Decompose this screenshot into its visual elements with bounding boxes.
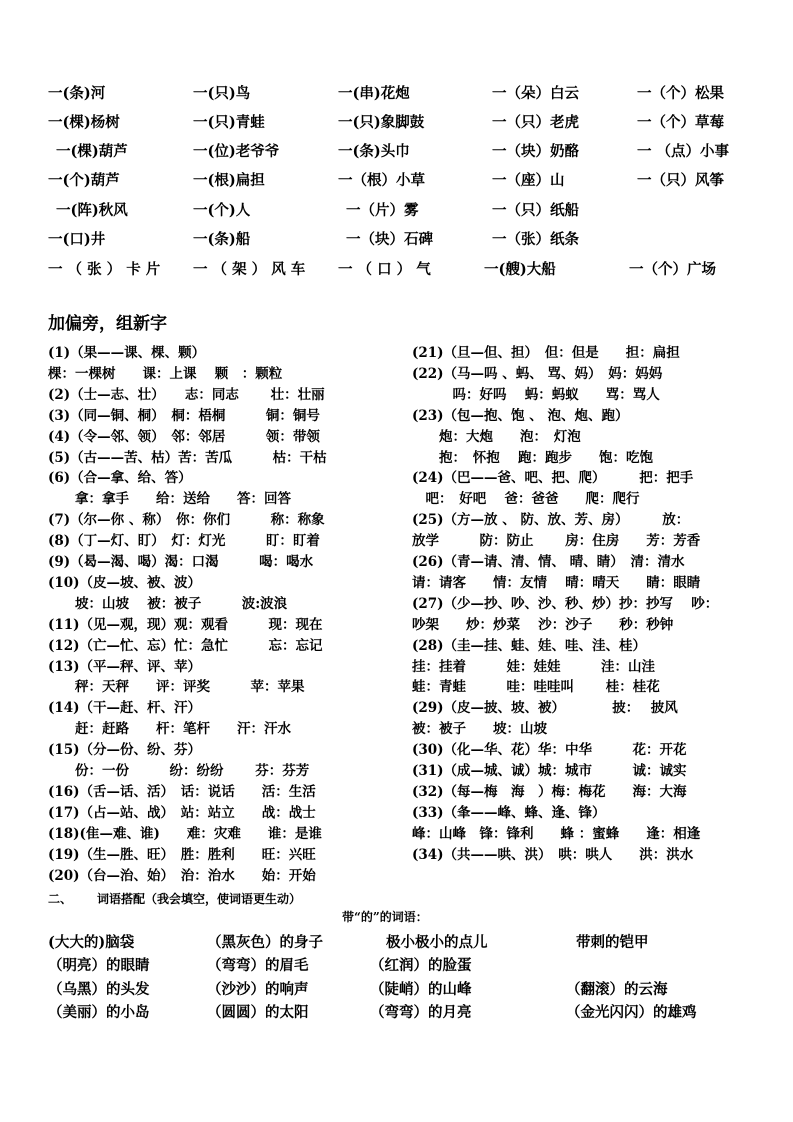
de-word-item: （红润）的脸蛋 <box>370 957 472 974</box>
measure-word-item: 一（个）广场 <box>629 261 716 278</box>
radical-line: (32)（每—梅 海 ）梅：梅花 海：大海 <box>412 783 687 800</box>
measure-word-item: 一（座）山 <box>492 172 565 189</box>
de-word-item: （陡峭）的山峰 <box>370 981 472 998</box>
radical-line: (12)（亡—忙、忘）忙：急忙 忘：忘记 <box>48 637 323 654</box>
radical-line: (14)（干—赶、杆、汗） <box>48 700 202 717</box>
radical-line: (7)（尔—你 、称） 你：你们 称：称象 <box>48 512 325 529</box>
radical-line: (6)（合—拿、给、答） <box>48 470 192 487</box>
radical-line: 吵架 炒：炒菜 沙：沙子 秒：秒钟 <box>412 616 674 633</box>
radical-line: 抱： 怀抱 跑：跑步 饱：吃饱 <box>412 449 653 466</box>
measure-word-item: 一(条)船 <box>193 231 251 248</box>
measure-word-item: 一(个)葫芦 <box>48 172 120 189</box>
section-number: 二、 <box>48 892 73 906</box>
radical-line: (9)（曷—渴、喝）渴：口渴 喝：喝水 <box>48 554 314 570</box>
measure-word-item: 一(口)井 <box>48 231 106 248</box>
measure-word-item: 一(只)象脚鼓 <box>338 114 425 131</box>
measure-word-item: 一（个）草莓 <box>637 114 724 131</box>
radical-line: (23)（包—抱、饱 、 泡、炮、跑） <box>412 407 629 424</box>
de-word-item: （黑灰色）的身子 <box>207 934 323 951</box>
radical-line: (24)（巴——爸、吧、把、爬） 把：把手 <box>412 470 694 487</box>
radical-line: (3)（同—铜、桐） 桐：梧桐 铜：铜号 <box>48 407 320 424</box>
radical-line: (25)（方—放 、 防、放、芳、房） 放： <box>412 512 690 529</box>
section-title: 词语搭配（我会填空，使词语更生动） <box>97 892 302 906</box>
measure-word-item: 一（朵）白云 <box>492 85 579 102</box>
de-word-item: （弯弯）的月亮 <box>370 1004 472 1021</box>
radical-line: (31)（成—城、诚）城：城市 诚：诚实 <box>412 763 687 779</box>
measure-word-item: 一（只）风筝 <box>637 172 724 189</box>
subsection-title: 带“的”的词语： <box>342 910 428 924</box>
radical-line: 吗：好吗 蚂：蚂蚁 骂：骂人 <box>412 386 660 403</box>
radical-line: 被：被子 坡：山坡 <box>412 721 547 738</box>
de-word-item: （圆圆）的太阳 <box>207 1004 309 1021</box>
radical-line: 放学 防：防止 房：住房 芳：芳香 <box>412 533 701 550</box>
radical-line: (30)（化—华、花）华：中华 花：开花 <box>412 742 687 759</box>
radical-line: 吧： 好吧 爸：爸爸 爬：爬行 <box>412 491 640 508</box>
radical-line: (11)（见—观，现）观：观看 现：现在 <box>48 616 323 633</box>
radical-line: 秤：天秤 评：评奖 苹：苹果 <box>48 679 305 696</box>
radical-line: (15)（分—份、纷、芬） <box>48 742 202 759</box>
radical-line: (2)（士—志、壮） 志：同志 壮：壮丽 <box>48 386 325 403</box>
radical-line: 赶：赶路 杆：笔杆 汗：汗水 <box>48 721 291 738</box>
de-word-item: （金光闪闪）的雄鸡 <box>566 1004 697 1021</box>
radical-line: (17)（占—站、战） 站：站立 战：战士 <box>48 804 316 821</box>
measure-word-item: 一(只)鸟 <box>193 85 251 102</box>
measure-word-item: 一(根)扁担 <box>193 172 265 189</box>
radical-line: (4)（令—邻、领） 邻：邻居 领：带领 <box>48 428 320 445</box>
de-word-item: （美丽）的小岛 <box>48 1004 150 1021</box>
radical-line: (34)（共——哄、洪） 哄：哄人 洪：洪水 <box>412 846 694 863</box>
measure-word-item: 一(位)老爷爷 <box>193 143 280 160</box>
de-word-item: 极小极小的点儿 <box>386 934 488 951</box>
radical-line: 峰：山峰 锋：锋利 蜂 ：蜜蜂 逢：相逢 <box>412 825 701 842</box>
measure-word-item: 一(个)人 <box>193 202 251 219</box>
measure-word-item: 一（块）石碑 <box>346 231 433 248</box>
radical-line: (21)（旦—但、担） 但：但是 担：扁担 <box>412 345 680 361</box>
measure-word-item: 一（只）纸船 <box>492 202 579 219</box>
radical-line: (27)（少—抄、吵、沙、秒、炒）抄：抄写 吵： <box>412 595 719 612</box>
radical-line: (19)（生—胜、旺） 胜：胜利 旺：兴旺 <box>48 846 316 863</box>
measure-word-item: 一(棵)葫芦 <box>56 143 128 160</box>
measure-word-item: 一 （点）小事 <box>637 143 730 160</box>
radical-line: (29)（皮—披、坡、被） 披： 披风 <box>412 700 678 717</box>
radical-line: (28)（圭—挂、蛙、娃、哇、洼、桂） <box>412 637 647 654</box>
radical-line: 蛙：青蛙 哇：哇哇叫 桂：桂花 <box>412 679 660 696</box>
radical-line: (33)（夆——峰、蜂、逢、锋） <box>412 804 606 821</box>
de-word-item: （乌黑）的头发 <box>48 981 150 998</box>
measure-word-item: 一（只）老虎 <box>492 114 579 131</box>
measure-word-item: 一(棵)杨树 <box>48 114 120 131</box>
radical-line: (16)（舌—话、活） 话：说话 活：生活 <box>48 783 316 800</box>
measure-word-item: 一（张）纸条 <box>492 231 579 248</box>
radical-line: 份：一份 纷：纷纷 芬：芬芳 <box>48 763 310 779</box>
measure-word-item: 一 （ 张 ） 卡 片 <box>48 261 161 278</box>
measure-word-item: 一(阵)秋风 <box>56 202 128 219</box>
section-title: 加偏旁，组新字 <box>48 314 167 334</box>
radical-line: (8)（丁—灯、盯） 灯：灯光 盯：盯着 <box>48 533 320 550</box>
radical-line: 坡：山坡 被：被子 波:波浪 <box>48 595 288 612</box>
radical-line: (26)（青—请、清、情、 晴、睛） 清：清水 <box>412 554 685 570</box>
radical-line: (10)（皮—坡、被、波） <box>48 574 202 591</box>
measure-word-item: 一 （ 口 ） 气 <box>338 261 431 278</box>
radical-line: 拿：拿手 给：送给 答：回答 <box>48 491 291 508</box>
de-word-item: (大大的)脑袋 <box>48 934 135 951</box>
measure-word-item: 一(条)头巾 <box>338 143 410 160</box>
measure-word-item: 一（片）雾 <box>346 202 419 219</box>
radical-line: (18)(隹—难、谁) 难：灾难 谁：是谁 <box>48 825 322 842</box>
radical-line: 挂：挂着 娃：娃娃 洼：山洼 <box>412 658 655 675</box>
de-word-item: （沙沙）的响声 <box>207 981 309 998</box>
radical-line: (22)（马—吗 、蚂、 骂、妈） 妈：妈妈 <box>412 365 663 382</box>
radical-line: 棵：一棵树 课：上课 颗 ：颗粒 <box>48 365 283 382</box>
measure-word-item: 一(串)花炮 <box>338 85 410 102</box>
de-word-item: （弯弯）的眉毛 <box>207 957 309 974</box>
radical-line: 炮：大炮 泡： 灯泡 <box>412 428 581 445</box>
radical-line: (13)（平—秤、评、苹） <box>48 658 202 675</box>
measure-word-item: 一(艘)大船 <box>484 261 556 278</box>
de-word-item: 带刺的铠甲 <box>576 934 649 951</box>
measure-word-item: 一(只)青蛙 <box>193 114 265 131</box>
radical-line: 请：请客 情：友情 晴：晴天 睛：眼睛 <box>412 574 701 591</box>
measure-word-item: 一(条)河 <box>48 85 106 102</box>
radical-line: (1)（果——课、棵、颗） <box>48 345 206 361</box>
de-word-item: （明亮）的眼睛 <box>48 957 150 974</box>
de-word-item: （翻滚）的云海 <box>566 981 668 998</box>
measure-word-item: 一（块）奶酪 <box>492 143 579 160</box>
measure-word-item: 一（根）小草 <box>338 172 425 189</box>
measure-word-item: 一 （ 架 ） 风 车 <box>193 261 306 278</box>
radical-line: (20)（台—治、始） 治：治水 始：开始 <box>48 867 316 884</box>
radical-line: (5)（古——苦、枯）苦：苦瓜 枯：干枯 <box>48 449 327 466</box>
measure-word-item: 一（个）松果 <box>637 85 724 102</box>
